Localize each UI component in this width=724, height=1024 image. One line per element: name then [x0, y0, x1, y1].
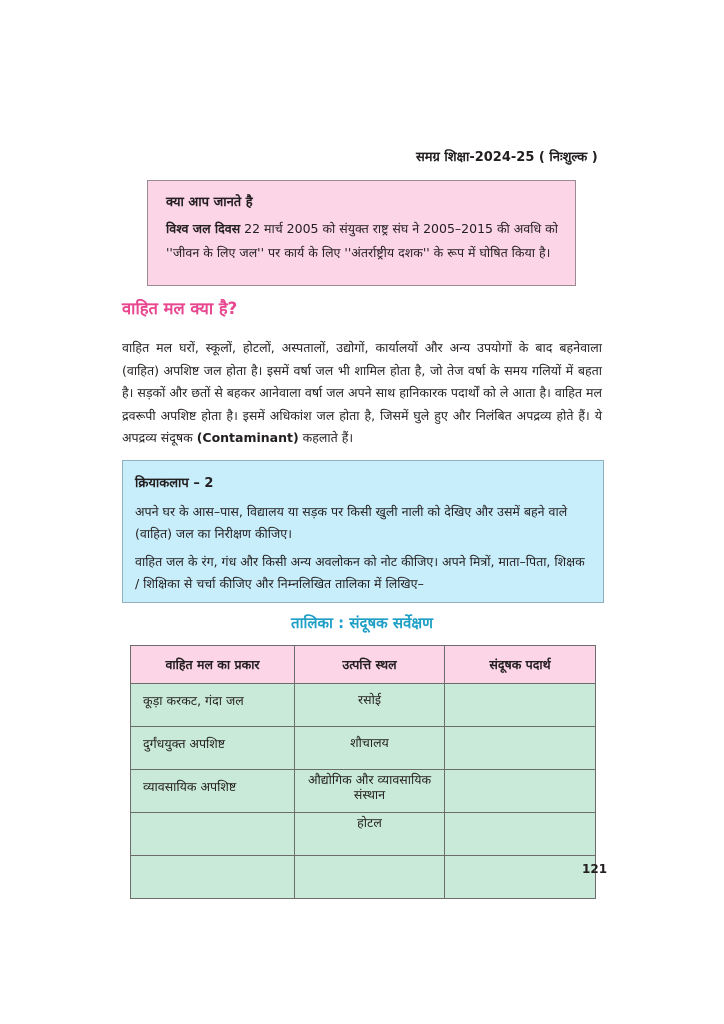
did-you-know-text: 22 मार्च 2005 को संयुक्त राष्ट्र संघ ने 2005–2015 की अवधि को ''जीवन के लिए जल'' पर कार्य के लिए ''अंतर्राष्ट्रीय दशक'' के रूप में घोषित किया है।	[166, 221, 558, 260]
table-header-row	[131, 646, 596, 684]
table-row	[131, 684, 596, 727]
table-cell: दुर्गंधयुक्त अपशिष्ट	[131, 727, 295, 770]
table-cell	[131, 856, 295, 899]
table-cell: शौचालय	[295, 727, 445, 770]
table-cell	[445, 856, 596, 899]
did-you-know-title: क्या आप जानते है	[166, 195, 253, 210]
table-cell	[445, 684, 596, 727]
table-cell	[131, 813, 295, 856]
paragraph-text: वाहित मल घरों, स्कूलों, होटलों, अस्पतालों, उद्योगों, कार्यालयों और अन्य उपयोगों के बाद बहनेवाला (वाहित) अपशिष्ट जल होता है। इसमें वर्षा जल भी शामिल होता है, जो तेज वर्षा के समय गलियों में बहता है। सड़कों और छतों से बहकर आनेवाला वर्षा जल अपने साथ हानिकारक पदार्थों को ले आता है। वाहित मल द्रवरूपी अपशिष्ट होता है। इसमें अधिकांश जल होता है, जिसमें घुले हुए और निलंबित अपद्रव्य होते हैं। ये अपद्रव्य संदूषक	[122, 340, 602, 446]
page-number: 121	[582, 862, 608, 876]
table-cell	[295, 856, 445, 899]
table-row	[131, 727, 596, 770]
table-title: तालिका : संदूषक सर्वेक्षण	[291, 614, 433, 632]
table-row	[131, 813, 596, 856]
header-sewage-type: वाहित मल का प्रकार	[131, 646, 295, 684]
table-row	[131, 770, 596, 813]
header-origin-place: उत्पत्ति स्थल	[295, 646, 445, 684]
did-you-know-box	[147, 180, 576, 286]
sewage-paragraph	[122, 337, 602, 450]
activity-box	[122, 460, 604, 603]
activity-paragraph-1: अपने घर के आस–पास, विद्यालय या सड़क पर किसी खुली नाली को देखिए और उसमें बहने वाले (वाहित) जल का निरीक्षण कीजिए।	[135, 504, 568, 541]
table-cell: व्यावसायिक अपशिष्ट	[131, 770, 295, 813]
contaminant-term: (Contaminant)	[196, 430, 299, 446]
table-row	[131, 856, 596, 899]
contaminant-survey-table	[130, 645, 596, 899]
table-cell	[445, 770, 596, 813]
table-cell	[445, 813, 596, 856]
paragraph-tail: कहलाते हैं।	[298, 430, 354, 446]
did-you-know-body	[166, 217, 560, 265]
table-cell	[445, 727, 596, 770]
table-cell: कूड़ा करकट, गंदा जल	[131, 684, 295, 727]
activity-title: क्रियाकलाप – 2	[135, 476, 214, 491]
header-contaminant: संदूषक पदार्थ	[445, 646, 596, 684]
series-header: समग्र शिक्षा-2024-25 ( निःशुल्क )	[416, 150, 598, 165]
table-cell: औद्योगिक और व्यावसायिक संस्थान	[295, 770, 445, 813]
table-cell: होटल	[295, 813, 445, 856]
table-cell: रसोई	[295, 684, 445, 727]
activity-paragraph-2: वाहित जल के रंग, गंध और किसी अन्य अवलोकन को नोट कीजिए। अपने मित्रों, माता–पिता, शिक्षक / शिक्षिका से चर्चा कीजिए और निम्नलिखित तालिका में लिखिए–	[135, 554, 585, 591]
section-heading: वाहित मल क्या है?	[122, 299, 238, 318]
world-water-day-term: विश्व जल दिवस	[166, 221, 241, 236]
